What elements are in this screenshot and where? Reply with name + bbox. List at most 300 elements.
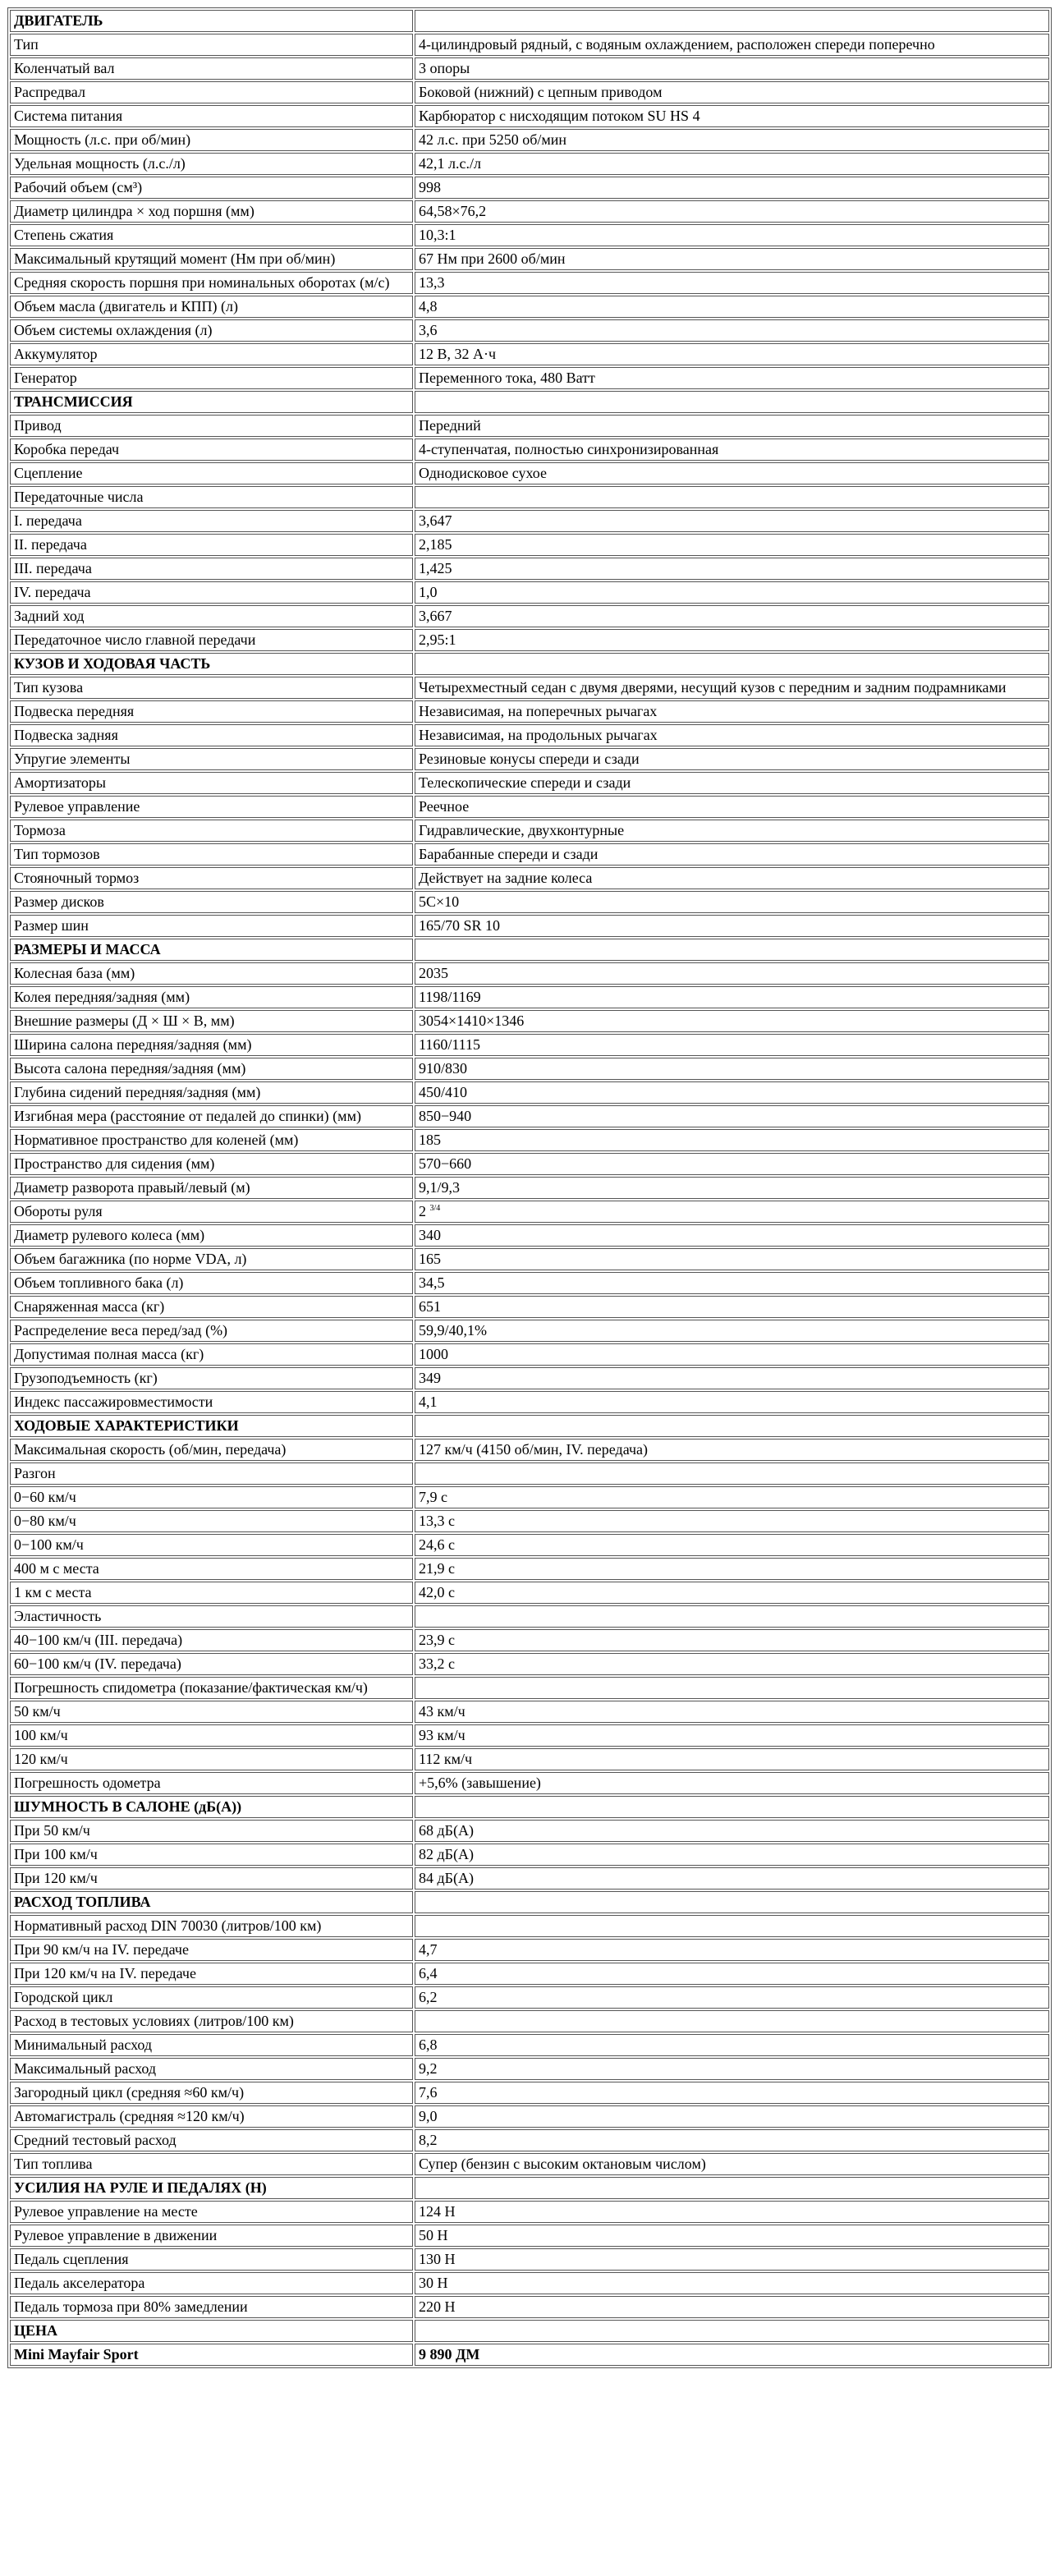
spec-row [10,677,1049,699]
spec-row [10,867,1049,889]
spec-value-text: 3 опоры [419,60,470,76]
spec-row [10,1844,1049,1866]
section-header-row [10,1891,1049,1913]
spec-value-text: 21,9 с [419,1560,455,1577]
spec-value [415,57,1049,80]
spec-value [415,1748,1049,1770]
spec-value-text: 220 Н [419,2298,456,2315]
spec-value-text: 34,5 [419,1274,445,1291]
spec-value [415,2201,1049,2223]
spec-row [10,486,1049,508]
spec-row [10,81,1049,103]
spec-label: Допустимая полная масса (кг) [10,1343,413,1366]
spec-value-text: 2,95:1 [419,631,456,648]
spec-value [415,1415,1049,1437]
spec-value [415,1224,1049,1247]
spec-value [415,700,1049,723]
spec-value-text: 1198/1169 [419,989,481,1005]
spec-value-text: 130 Н [419,2251,456,2267]
spec-label: 1 км с места [10,1582,413,1604]
spec-value [415,367,1049,389]
spec-value-text: 910/830 [419,1060,468,1077]
spec-value-text: 570−660 [419,1155,472,1172]
spec-value [415,1510,1049,1532]
spec-row [10,1439,1049,1461]
section-title: РАЗМЕРЫ И МАССА [10,939,413,961]
spec-value-text: 1,0 [419,584,438,600]
spec-label: Тип топлива [10,2153,413,2175]
spec-value-text: Барабанные спереди и сзади [419,846,598,862]
spec-row [10,2058,1049,2080]
spec-value [415,272,1049,294]
spec-label: При 120 км/ч [10,1867,413,1890]
spec-row [10,2201,1049,2223]
spec-value-text: 68 дБ(А) [419,1822,474,1839]
spec-row [10,415,1049,437]
spec-value [415,2034,1049,2056]
spec-value-text: Независимая, на поперечных рычагах [419,703,658,719]
spec-row [10,1772,1049,1794]
spec-value-text: 82 дБ(А) [419,1846,474,1862]
spec-value-text: 30 Н [419,2275,448,2291]
spec-value [415,415,1049,437]
spec-row [10,248,1049,270]
spec-value-text: 4,1 [419,1394,438,1410]
spec-value-text: Реечное [419,798,470,815]
spec-label: Эластичность [10,1605,413,1628]
spec-label: Диаметр рулевого колеса (мм) [10,1224,413,1247]
spec-value [415,391,1049,413]
section-title: РАСХОД ТОПЛИВА [10,1891,413,1913]
spec-value [415,486,1049,508]
spec-label: 60−100 км/ч (IV. передача) [10,1653,413,1675]
spec-value [415,1939,1049,1961]
spec-label: Коробка передач [10,439,413,461]
spec-value-text: Переменного тока, 480 Ватт [419,370,595,386]
spec-value [415,1653,1049,1675]
spec-label: 400 м с места [10,1558,413,1580]
section-title: ДВИГАТЕЛЬ [10,10,413,32]
spec-label: Мощность (л.с. при об/мин) [10,129,413,151]
spec-value-text: Четырехместный седан с двумя дверями, несущий кузов с передним и задним подрамниками [419,679,1007,696]
spec-row [10,700,1049,723]
section-title: КУЗОВ И ХОДОВАЯ ЧАСТЬ [10,653,413,675]
spec-value [415,2082,1049,2104]
spec-label: Максимальный крутящий момент (Нм при об/мин) [10,248,413,270]
spec-row [10,2296,1049,2318]
spec-label: 50 км/ч [10,1701,413,1723]
spec-value-text: 42,0 с [419,1584,455,1600]
spec-value [415,2248,1049,2271]
spec-value [415,1558,1049,1580]
spec-row [10,2105,1049,2128]
spec-row [10,891,1049,913]
spec-value [415,1891,1049,1913]
spec-value [415,2344,1049,2366]
spec-row [10,200,1049,223]
spec-label: Подвеска передняя [10,700,413,723]
spec-row [10,581,1049,604]
spec-row [10,2225,1049,2247]
spec-table [7,7,1052,2368]
spec-value-text: 9 890 ДМ [419,2346,480,2362]
spec-value [415,2225,1049,2247]
spec-row [10,1486,1049,1508]
spec-label: Генератор [10,367,413,389]
spec-row [10,1582,1049,1604]
spec-value [415,1629,1049,1651]
spec-label: Диаметр разворота правый/левый (м) [10,1177,413,1199]
spec-value-text: 7,9 с [419,1489,447,1505]
spec-row [10,439,1049,461]
spec-label: Погрешность спидометра (показание/фактическая км/ч) [10,1677,413,1699]
spec-label: Степень сжатия [10,224,413,246]
spec-value [415,1296,1049,1318]
spec-value-text: 9,0 [419,2108,438,2124]
section-title: УСИЛИЯ НА РУЛЕ И ПЕДАЛЯХ (Н) [10,2177,413,2199]
spec-label: Ширина салона передняя/задняя (мм) [10,1034,413,1056]
spec-label: Городской цикл [10,1986,413,2009]
spec-label: Обороты руля [10,1201,413,1223]
spec-row [10,915,1049,937]
spec-label: Тормоза [10,820,413,842]
spec-value-text: 349 [419,1370,441,1386]
spec-label: Педаль сцепления [10,2248,413,2271]
spec-label: Система питания [10,105,413,127]
spec-value [415,534,1049,556]
spec-value-text: 2035 [419,965,448,981]
spec-row [10,177,1049,199]
spec-value [415,1105,1049,1127]
spec-row [10,1462,1049,1485]
spec-label: Грузоподъемность (кг) [10,1367,413,1389]
spec-row [10,843,1049,866]
spec-value-superscript: 3/4 [429,1204,441,1213]
spec-row [10,1367,1049,1389]
spec-value-text: Независимая, на продольных рычагах [419,727,658,743]
spec-label: 0−80 км/ч [10,1510,413,1532]
spec-row [10,1058,1049,1080]
spec-value-text: 4-цилиндровый рядный, с водяным охлаждением, расположен спереди поперечно [419,36,935,53]
spec-label: Погрешность одометра [10,1772,413,1794]
spec-value [415,1986,1049,2009]
spec-row [10,1177,1049,1199]
section-header-row [10,10,1049,32]
spec-value-text: Карбюратор с нисходящим потоком SU HS 4 [419,108,700,124]
spec-value [415,1605,1049,1628]
spec-row [10,224,1049,246]
spec-value [415,1010,1049,1032]
spec-value [415,1963,1049,1985]
spec-row [10,462,1049,484]
spec-value [415,748,1049,770]
spec-row [10,2153,1049,2175]
spec-value [415,1367,1049,1389]
spec-label: Педаль акселератора [10,2272,413,2294]
spec-value-text: Телескопические спереди и сзади [419,774,631,791]
spec-value [415,1915,1049,1937]
spec-row [10,34,1049,56]
spec-value [415,200,1049,223]
spec-row [10,1081,1049,1104]
spec-value-text: 23,9 с [419,1632,455,1648]
spec-row [10,558,1049,580]
spec-value [415,2272,1049,2294]
spec-value-text: 4,8 [419,298,438,315]
spec-value [415,629,1049,651]
spec-value [415,1343,1049,1366]
spec-value [415,1034,1049,1056]
spec-value-text: 3,647 [419,512,452,529]
spec-row [10,986,1049,1008]
spec-table-body [10,10,1049,2366]
spec-value [415,772,1049,794]
spec-label: Передаточное число главной передачи [10,629,413,651]
spec-row [10,57,1049,80]
price-row [10,2344,1049,2366]
spec-row [10,129,1049,151]
spec-row [10,1963,1049,1985]
spec-label: Средняя скорость поршня при номинальных оборотах (м/с) [10,272,413,294]
spec-label: Нормативный расход DIN 70030 (литров/100 км) [10,1915,413,1937]
spec-row [10,1129,1049,1151]
spec-label: Mini Mayfair Sport [10,2344,413,2366]
spec-value-text: 8,2 [419,2132,438,2148]
spec-value [415,558,1049,580]
spec-value-text: Резиновые конусы спереди и сзади [419,751,640,767]
spec-label: Индекс пассажировместимости [10,1391,413,1413]
spec-row [10,1939,1049,1961]
spec-label: Педаль тормоза при 80% замедлении [10,2296,413,2318]
section-header-row [10,2320,1049,2342]
spec-label: Стояночный тормоз [10,867,413,889]
spec-value-text: 6,8 [419,2036,438,2053]
spec-value [415,891,1049,913]
spec-value [415,1320,1049,1342]
spec-value [415,915,1049,937]
spec-value-text: 450/410 [419,1084,468,1100]
spec-row [10,605,1049,627]
spec-value [415,581,1049,604]
spec-value-text: 4,7 [419,1941,438,1958]
spec-value-text: 5C×10 [419,893,460,910]
spec-row [10,1534,1049,1556]
spec-value [415,867,1049,889]
spec-row [10,1820,1049,1842]
spec-value [415,820,1049,842]
spec-value [415,1677,1049,1699]
spec-value [415,1201,1049,1223]
spec-label: Изгибная мера (расстояние от педалей до спинки) (мм) [10,1105,413,1127]
spec-label: Снаряженная масса (кг) [10,1296,413,1318]
spec-value [415,439,1049,461]
section-title: ТРАНСМИССИЯ [10,391,413,413]
spec-value-text: 6,4 [419,1965,438,1981]
spec-label: Объем топливного бака (л) [10,1272,413,1294]
spec-label: Упругие элементы [10,748,413,770]
spec-value [415,224,1049,246]
spec-label: Распредвал [10,81,413,103]
spec-label: Объем системы охлаждения (л) [10,319,413,342]
spec-value-text: 850−940 [419,1108,472,1124]
spec-value-text: 42 л.с. при 5250 об/мин [419,131,567,148]
spec-label: Средний тестовый расход [10,2129,413,2151]
spec-value [415,343,1049,365]
section-header-row [10,1796,1049,1818]
spec-label: Разгон [10,1462,413,1485]
spec-value-text: 12 В, 32 А·ч [419,346,497,362]
section-header-row [10,1415,1049,1437]
spec-value-text: Супер (бензин с высоким октановым числом) [419,2156,706,2172]
spec-row [10,1629,1049,1651]
spec-row [10,1605,1049,1628]
spec-value-text: 13,3 [419,274,445,291]
spec-value [415,605,1049,627]
spec-value [415,1724,1049,1747]
spec-value [415,296,1049,318]
spec-value [415,1844,1049,1866]
spec-value [415,1177,1049,1199]
spec-label: 40−100 км/ч (III. передача) [10,1629,413,1651]
spec-row [10,1558,1049,1580]
spec-row [10,1296,1049,1318]
spec-value [415,248,1049,270]
spec-label: Удельная мощность (л.с./л) [10,153,413,175]
spec-label: При 50 км/ч [10,1820,413,1842]
spec-value [415,962,1049,985]
spec-value-text: 43 км/ч [419,1703,466,1720]
spec-value [415,1701,1049,1723]
spec-label: При 120 км/ч на IV. передаче [10,1963,413,1985]
spec-label: I. передача [10,510,413,532]
spec-value [415,2105,1049,2128]
spec-label: Задний ход [10,605,413,627]
spec-value-text: 165/70 SR 10 [419,917,501,934]
spec-row [10,1105,1049,1127]
spec-label: Глубина сидений передняя/задняя (мм) [10,1081,413,1104]
spec-row [10,153,1049,175]
spec-label: Колея передняя/задняя (мм) [10,986,413,1008]
spec-row [10,1034,1049,1056]
spec-value [415,1796,1049,1818]
spec-row [10,629,1049,651]
spec-label: 120 км/ч [10,1748,413,1770]
spec-value-text: 64,58×76,2 [419,203,487,219]
spec-label: Расход в тестовых условиях (литров/100 км) [10,2010,413,2032]
spec-value-text: 998 [419,179,441,195]
spec-label: Максимальная скорость (об/мин, передача) [10,1439,413,1461]
spec-value [415,653,1049,675]
spec-value [415,462,1049,484]
spec-value-text: 3,6 [419,322,438,338]
spec-value [415,1058,1049,1080]
section-header-row [10,939,1049,961]
spec-value-text: 67 Нм при 2600 об/мин [419,250,566,267]
spec-value [415,129,1049,151]
spec-value [415,2296,1049,2318]
spec-value-text: Однодисковое сухое [419,465,548,481]
spec-value-text: 1160/1115 [419,1036,480,1053]
spec-row [10,1224,1049,1247]
spec-value [415,843,1049,866]
spec-value-text: 13,3 с [419,1513,455,1529]
spec-value-text: 7,6 [419,2084,438,2101]
spec-label: Пространство для сидения (мм) [10,1153,413,1175]
spec-value [415,1820,1049,1842]
spec-row [10,1391,1049,1413]
spec-value [415,939,1049,961]
spec-row [10,748,1049,770]
spec-value-text: 1,425 [419,560,452,576]
spec-row [10,510,1049,532]
spec-value [415,2129,1049,2151]
spec-label: Внешние размеры (Д × Ш × В, мм) [10,1010,413,1032]
section-header-row [10,2177,1049,2199]
spec-label: При 90 км/ч на IV. передаче [10,1939,413,1961]
spec-value-text: 340 [419,1227,441,1243]
spec-value [415,1391,1049,1413]
spec-label: Максимальный расход [10,2058,413,2080]
spec-label: Рулевое управление [10,796,413,818]
spec-row [10,2082,1049,2104]
spec-value [415,2177,1049,2199]
spec-value-text: 3,667 [419,608,452,624]
spec-label: Объем багажника (по норме VDA, л) [10,1248,413,1270]
spec-value [415,796,1049,818]
spec-value-text: 2,185 [419,536,452,553]
spec-label: III. передача [10,558,413,580]
spec-value [415,10,1049,32]
spec-value-text: 33,2 с [419,1655,455,1672]
spec-row [10,820,1049,842]
spec-value-text: 3054×1410×1346 [419,1012,525,1029]
spec-row [10,272,1049,294]
spec-value-text: 93 км/ч [419,1727,466,1743]
spec-label: Сцепление [10,462,413,484]
spec-value-text: 1000 [419,1346,448,1362]
spec-label: Распределение веса перед/зад (%) [10,1320,413,1342]
section-header-row [10,653,1049,675]
spec-value [415,1129,1049,1151]
spec-label: Минимальный расход [10,2034,413,2056]
spec-value [415,2010,1049,2032]
spec-value-text: 165 [419,1251,441,1267]
spec-value [415,1439,1049,1461]
spec-value [415,1248,1049,1270]
spec-label: Коленчатый вал [10,57,413,80]
spec-row [10,1153,1049,1175]
spec-row [10,319,1049,342]
spec-value [415,986,1049,1008]
spec-row [10,796,1049,818]
spec-row [10,367,1049,389]
spec-row [10,1724,1049,1747]
spec-label: Подвеска задняя [10,724,413,746]
spec-value [415,1153,1049,1175]
spec-value-text: Передний [419,417,481,434]
spec-row [10,2034,1049,2056]
spec-row [10,1272,1049,1294]
spec-value [415,153,1049,175]
spec-row [10,1701,1049,1723]
spec-value-text: 10,3:1 [419,227,456,243]
spec-label: Тип кузова [10,677,413,699]
spec-row [10,1010,1049,1032]
spec-row [10,1986,1049,2009]
spec-label: Автомагистраль (средняя ≈120 км/ч) [10,2105,413,2128]
spec-value-text: 50 Н [419,2227,448,2243]
spec-label: 100 км/ч [10,1724,413,1747]
